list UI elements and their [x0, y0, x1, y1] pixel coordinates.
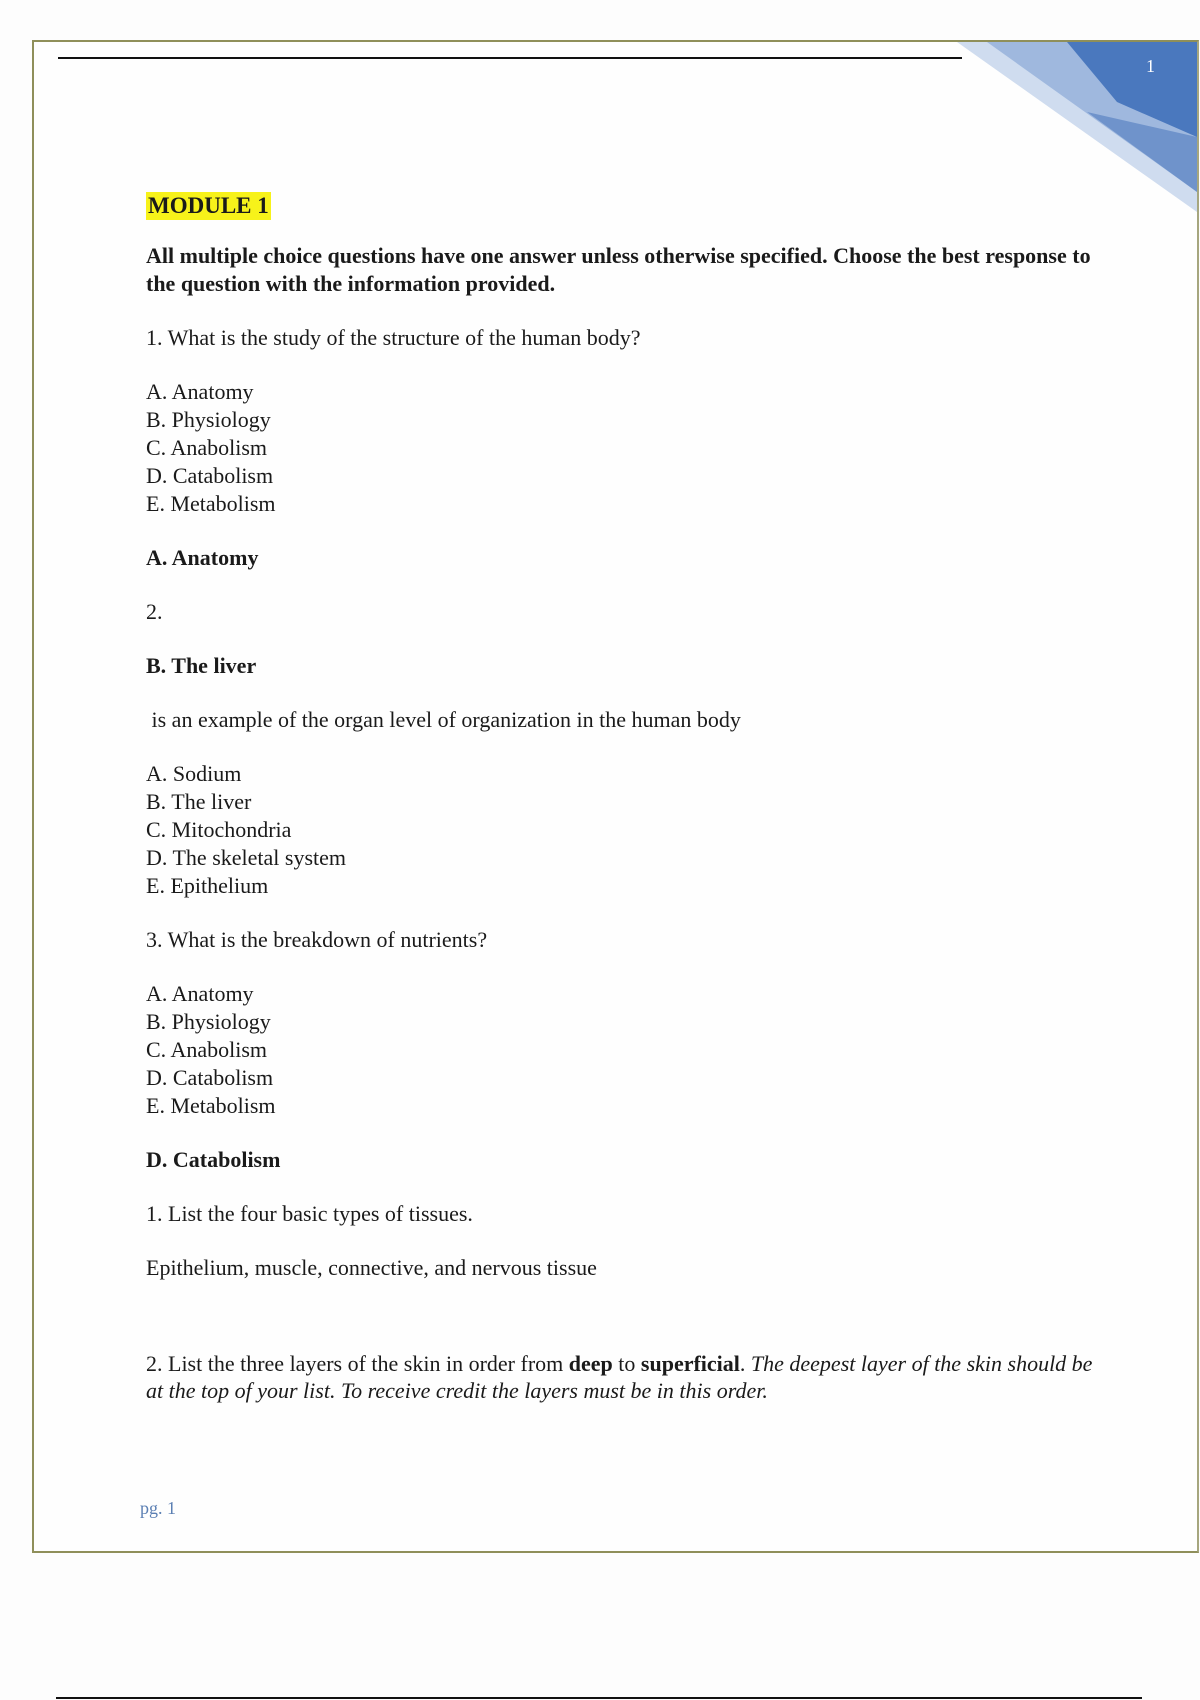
page-number: 1: [1146, 56, 1155, 76]
instructions: All multiple choice questions have one answer unless otherwise specified. Choose the best response to the question with the information provided.: [146, 243, 1091, 296]
prompt-text: .: [739, 1351, 746, 1376]
corner-decoration: [957, 42, 1197, 212]
question-1-prompt: 1. What is the study of the structure of the human body?: [146, 325, 641, 350]
document-content: [146, 192, 1096, 1404]
question-3-answer: D. Catabolism: [146, 1147, 281, 1172]
option: D. Catabolism: [146, 463, 274, 488]
option: D. The skeletal system: [146, 845, 346, 870]
option: E. Epithelium: [146, 873, 269, 898]
prompt-bold-superficial: superficial: [640, 1351, 740, 1376]
option: C. Mitochondria: [146, 817, 292, 842]
short-answer-2-prompt: [146, 1350, 1096, 1404]
question-1-options: [146, 378, 1096, 518]
module-title: MODULE 1: [148, 193, 269, 218]
question-2-statement: is an example of the organ level of organization in the human body: [146, 707, 741, 732]
next-page-rule: [56, 1697, 1142, 1699]
question-2-prompt: 2.: [146, 599, 163, 624]
prompt-bold-deep: deep: [568, 1351, 613, 1376]
option: A. Sodium: [146, 761, 242, 786]
question-2-answer: B. The liver: [146, 653, 257, 678]
header-rule: [58, 57, 962, 59]
question-1-answer: A. Anatomy: [146, 545, 259, 570]
question-2-options: [146, 760, 1096, 900]
short-answer-1-answer: Epithelium, muscle, connective, and nervous tissue: [146, 1255, 597, 1280]
option: A. Anatomy: [146, 981, 254, 1006]
question-3-options: [146, 980, 1096, 1120]
option: E. Metabolism: [146, 1093, 276, 1118]
option: E. Metabolism: [146, 491, 276, 516]
spacer: [146, 1282, 1096, 1350]
option: B. Physiology: [146, 1009, 271, 1034]
question-3-prompt: 3. What is the breakdown of nutrients?: [146, 927, 488, 952]
option: A. Anatomy: [146, 379, 254, 404]
prompt-text: to: [612, 1351, 641, 1376]
footer-page-label: pg. 1: [140, 1498, 176, 1518]
option: D. Catabolism: [146, 1065, 274, 1090]
short-answer-1-prompt: 1. List the four basic types of tissues.: [146, 1201, 473, 1226]
option: B. Physiology: [146, 407, 271, 432]
option: C. Anabolism: [146, 1037, 268, 1062]
document-page: [32, 40, 1199, 1553]
prompt-italic-note: The deepest layer of the skin should be at the top of your list. To receive credit the layers must be in this order.: [146, 1351, 1093, 1403]
prompt-text: 2. List the three layers of the skin in order from: [146, 1351, 569, 1376]
option: B. The liver: [146, 789, 252, 814]
option: C. Anabolism: [146, 435, 268, 460]
